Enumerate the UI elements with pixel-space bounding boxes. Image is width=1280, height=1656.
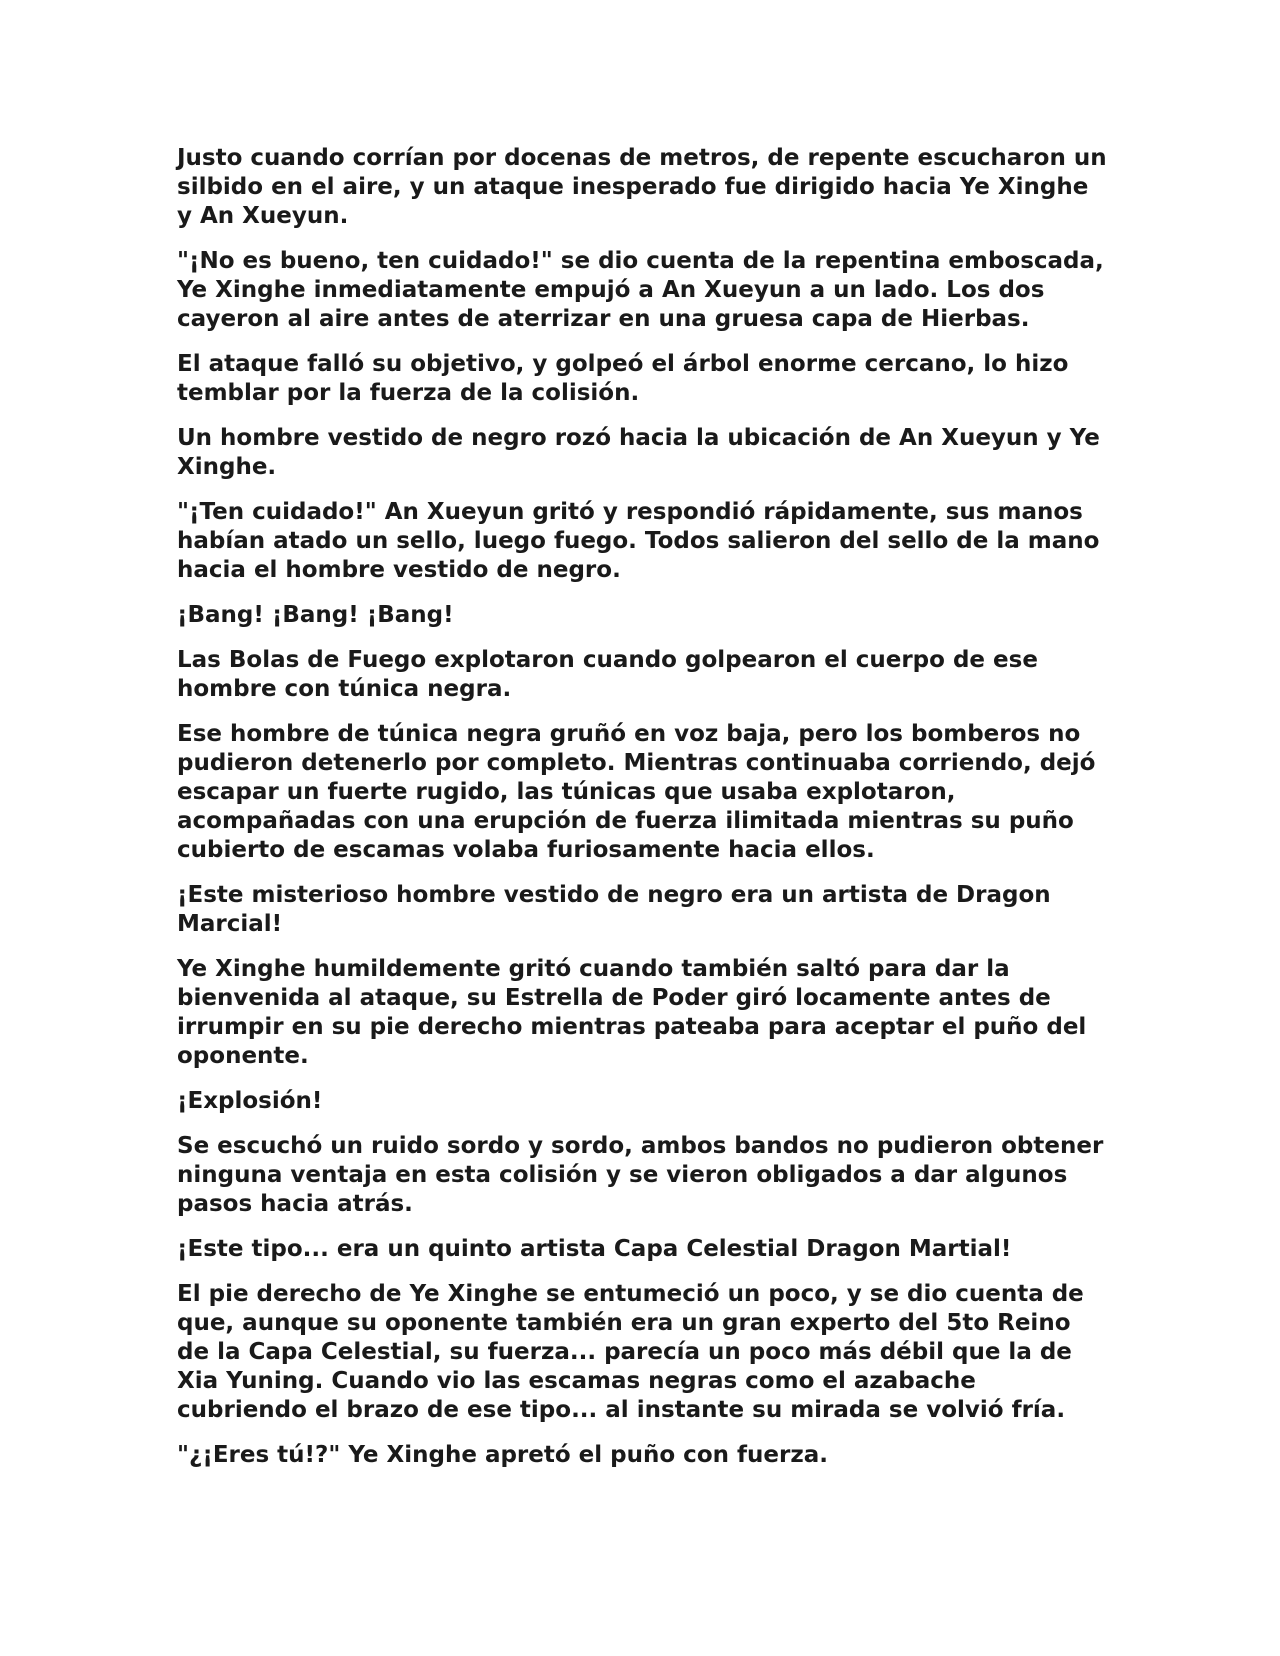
paragraph: Justo cuando corrían por docenas de metros, de repente escucharon un silbido en el aire, y un ataque inesperado fue dirigido hacia Ye Xinghe y An Xueyun. — [177, 145, 1107, 229]
paragraph: ¡Explosión! — [177, 1088, 323, 1114]
paragraph: "¡No es bueno, ten cuidado!" se dio cuenta de la repentina emboscada, Ye Xinghe inmediatamente empujó a An Xueyun a un lado. Los dos cayeron al aire antes de aterrizar en una gruesa capa de Hierbas. — [177, 248, 1104, 332]
paragraph: Ese hombre de túnica negra gruñó en voz baja, pero los bomberos no pudieron detenerlo por completo. Mientras continuaba corriendo, dejó escapar un fuerte rugido, las túnicas que usaba explotaron, acompañadas con una erupción de fuerza ilimitada mientras su puño cubierto de escamas volaba furiosamente hacia ellos. — [177, 721, 1096, 863]
paragraph: Las Bolas de Fuego explotaron cuando golpearon el cuerpo de ese hombre con túnica negra. — [177, 647, 1038, 702]
paragraph: El ataque falló su objetivo, y golpeó el árbol enorme cercano, lo hizo temblar por la fuerza de la colisión. — [177, 351, 1069, 406]
paragraph: ¡Bang! ¡Bang! ¡Bang! — [177, 602, 454, 628]
paragraph: ¡Este misterioso hombre vestido de negro era un artista de Dragon Marcial! — [177, 882, 1051, 937]
paragraph: Un hombre vestido de negro rozó hacia la ubicación de An Xueyun y Ye Xinghe. — [177, 425, 1100, 480]
paragraph: "¿¡Eres tú!?" Ye Xinghe apretó el puño con fuerza. — [177, 1442, 828, 1468]
paragraph: El pie derecho de Ye Xinghe se entumeció un poco, y se dio cuenta de que, aunque su oponente también era un gran experto del 5to Reino de la Capa Celestial, su fuerza... parecía un poco más débil que la de Xia Yuning. Cuando vio las escamas negras como el azabache cubriendo el brazo de ese tipo... al instante su mirada se volvió fría. — [177, 1281, 1084, 1423]
paragraph: Se escuchó un ruido sordo y sordo, ambos bandos no pudieron obtener ninguna ventaja en esta colisión y se vieron obligados a dar algunos pasos hacia atrás. — [177, 1133, 1104, 1217]
paragraph: ¡Este tipo... era un quinto artista Capa Celestial Dragon Martial! — [177, 1236, 1012, 1262]
paragraph: Ye Xinghe humildemente gritó cuando también saltó para dar la bienvenida al ataque, su Estrella de Poder giró locamente antes de irrumpir en su pie derecho mientras pateaba para aceptar el puño del oponente. — [177, 956, 1087, 1069]
paragraph: "¡Ten cuidado!" An Xueyun gritó y respondió rápidamente, sus manos habían atado un sello, luego fuego. Todos salieron del sello de la mano hacia el hombre vestido de negro. — [177, 499, 1100, 583]
document-page — [177, 144, 1107, 1486]
